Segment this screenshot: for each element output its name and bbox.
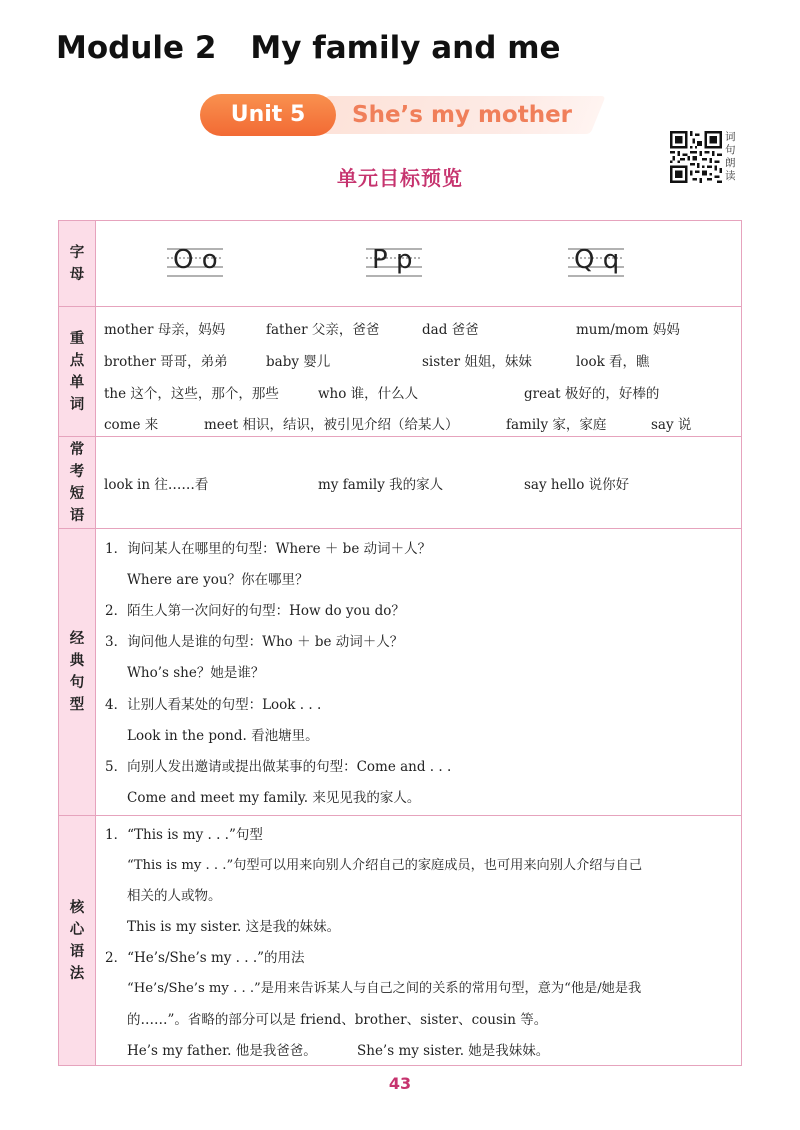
grammar-line: He’s my father. 他是我爸爸。 [127, 1043, 317, 1059]
vocab-item: meet 相识，结识，被引见介绍（给某人） [204, 417, 459, 433]
vocab-item: brother 哥哥，弟弟 [104, 354, 228, 370]
label-char: 法 [69, 965, 85, 982]
label-char: 型 [69, 697, 85, 713]
vocab-item: say 说 [651, 417, 692, 433]
vocab-item: family 家，家庭 [506, 417, 607, 433]
sentence-line: Who’s she？她是谁？ [127, 665, 265, 681]
qr-label-char: 读 [725, 170, 736, 182]
vocab-item: father 父亲，爸爸 [266, 322, 380, 338]
grammar-content [96, 816, 741, 1065]
label-char: 经 [69, 631, 85, 647]
grammar-line: 的……”。省略的部分可以是 friend、brother、sister、cousin 等。 [127, 1012, 548, 1028]
section-heading: 单元目标预览 [337, 166, 463, 190]
label-char: 句 [69, 675, 85, 691]
row-letters [59, 221, 741, 307]
vocab-content [96, 307, 741, 436]
sentence-line: Look in the pond. 看池塘里。 [127, 728, 319, 744]
unit-title: She’s my mother [352, 102, 573, 128]
label-char: 重 [69, 330, 85, 347]
label-char: 单 [69, 374, 85, 391]
grammar-line: “This is my . . .”句型可以用来向别人介绍自己的家庭成员，也可用来向别人介绍与自己 [127, 858, 643, 873]
label-char: 字 [69, 244, 85, 261]
letter-writing-lines [366, 243, 422, 277]
label-char: 语 [69, 507, 85, 524]
phrase-item: my family 我的家人 [318, 477, 444, 493]
vocab-item: who 谁，什么人 [318, 386, 419, 402]
phrases-content [96, 437, 741, 528]
row-sentences [59, 529, 741, 816]
unit-label: Unit 5 [200, 94, 336, 136]
letter-writing-lines [167, 243, 223, 277]
page-number: 43 [388, 1074, 412, 1093]
qr-label-char: 朗 [725, 157, 736, 169]
sentence-line: 4．让别人看某处的句型：Look . . . [105, 697, 322, 713]
letter-pair: Q q [574, 245, 620, 275]
grammar-line: “He’s/She’s my . . .”是用来告诉某人与自己之间的关系的常用句型，意为“他是/她是我 [127, 981, 642, 996]
row-label-vocab [59, 307, 96, 436]
unit-overview-table [58, 220, 742, 1066]
label-char: 词 [69, 396, 85, 413]
vocab-item: baby 婴儿 [266, 354, 331, 370]
label-char: 心 [69, 921, 85, 938]
row-vocab [59, 307, 741, 437]
letter-pair: P p [372, 245, 413, 275]
label-char: 短 [69, 485, 85, 502]
row-grammar [59, 816, 741, 1065]
label-char: 语 [69, 943, 85, 960]
row-label-grammar [59, 816, 96, 1065]
label-char: 典 [69, 653, 85, 669]
sentence-line: 1．询问某人在哪里的句型：Where ＋ be 动词＋人？ [105, 541, 432, 557]
row-label-phrases [59, 437, 96, 528]
module-name: My family and me [250, 30, 561, 66]
vocab-item: dad 爸爸 [422, 322, 479, 338]
qr-label-char: 词 [725, 131, 736, 143]
vocab-item: mum/mom 妈妈 [576, 322, 680, 338]
sentence-line: 5．向别人发出邀请或提出做某事的句型：Come and . . . [105, 759, 452, 775]
grammar-line: 2．“He’s/She’s my . . .”的用法 [105, 950, 305, 966]
label-char: 点 [69, 352, 85, 369]
sentence-line: Come and meet my family. 来见见我的家人。 [127, 790, 421, 806]
grammar-line: She’s my sister. 她是我妹妹。 [357, 1043, 550, 1059]
letter-writing-lines [568, 243, 624, 277]
vocab-item: come 来 [104, 417, 159, 433]
label-char: 考 [69, 463, 85, 480]
module-title [56, 30, 561, 66]
grammar-line: 1．“This is my . . .”句型 [105, 827, 263, 843]
vocab-item: the 这个，这些，那个，那些 [104, 386, 279, 402]
letters-content [96, 221, 741, 306]
letter-pair: O o [173, 245, 218, 275]
sentence-line: 2．陌生人第一次问好的句型：How do you do？ [105, 603, 405, 619]
vocab-item: sister 姐姐，妹妹 [422, 354, 532, 370]
grammar-line: This is my sister. 这是我的妹妹。 [127, 919, 341, 935]
vocab-item: look 看，瞧 [576, 354, 650, 370]
sentence-line: 3．询问他人是谁的句型：Who ＋ be 动词＋人？ [105, 634, 404, 650]
sentences-content [96, 529, 741, 815]
vocab-item: mother 母亲，妈妈 [104, 322, 226, 338]
row-label-sentences [59, 529, 96, 815]
grammar-line: 相关的人或物。 [127, 888, 222, 904]
label-char: 核 [69, 899, 85, 916]
phrase-item: look in 往……看 [104, 477, 209, 493]
vocab-item: great 极好的，好棒的 [524, 386, 660, 402]
sentence-line: Where are you？你在哪里？ [127, 572, 309, 588]
label-char: 母 [69, 266, 85, 283]
unit-banner [200, 94, 600, 136]
row-phrases [59, 437, 741, 529]
row-label-letters [59, 221, 96, 306]
phrase-item: say hello 说你好 [524, 477, 630, 493]
qr-label-char: 句 [725, 144, 736, 156]
module-number: Module 2 [56, 30, 217, 66]
label-char: 常 [69, 441, 85, 458]
